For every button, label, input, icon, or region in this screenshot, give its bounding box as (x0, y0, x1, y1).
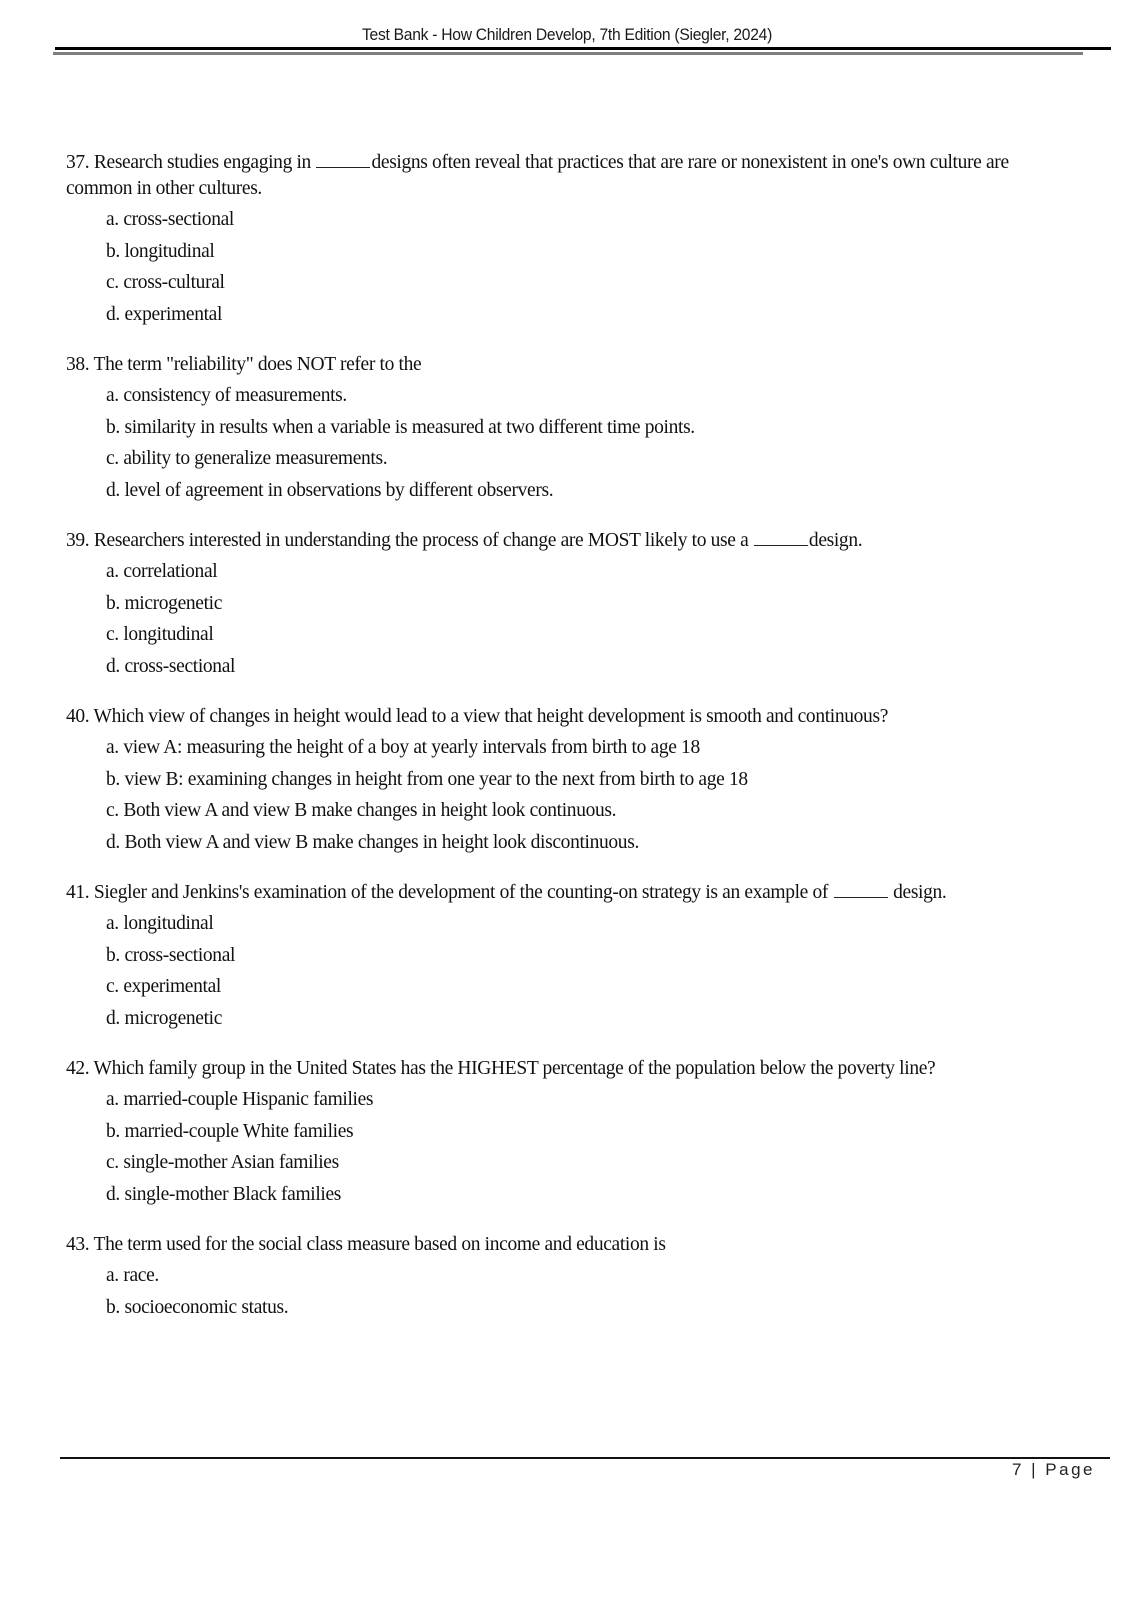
stem-text: design. (888, 882, 947, 903)
question-number: 42. (66, 1058, 90, 1079)
option-d: d. microgenetic (106, 1007, 223, 1029)
stem-text: Research studies engaging in (93, 152, 316, 173)
answer-options (66, 380, 1076, 506)
option-c: c. cross-cultural (106, 272, 225, 293)
fill-in-blank (754, 529, 808, 546)
option-b: b. microgenetic (106, 592, 223, 614)
stem-text: Siegler and Jenkins's examination of the development of the counting-on strategy is an example of (93, 882, 833, 903)
option-c: c. Both view A and view B make changes in height look continuous. (106, 800, 617, 821)
question-37 (66, 150, 1076, 330)
footer-rule (60, 1457, 1110, 1459)
option-a: a. cross-sectional (106, 209, 234, 230)
question-39 (66, 528, 1076, 682)
option-c: c. longitudinal (106, 624, 214, 645)
page-number: 7 | Page (1011, 1460, 1095, 1479)
answer-options (66, 204, 1076, 330)
page-header-title: Test Bank - How Children Develop, 7th Edition (Siegler, 2024) (361, 25, 773, 44)
fill-in-blank (834, 881, 888, 898)
answer-options (66, 556, 1076, 682)
option-a: a. longitudinal (106, 913, 214, 934)
option-d: d. experimental (106, 303, 223, 325)
option-b: b. similarity in results when a variable is measured at two different time points. (106, 416, 695, 438)
option-a: a. consistency of measurements. (106, 385, 347, 406)
option-d: d. Both view A and view B make changes in height look discontinuous. (106, 831, 639, 853)
question-stem (66, 1232, 1076, 1258)
stem-text: Which view of changes in height would lead to a view that height development is smooth and continuous? (93, 706, 889, 727)
stem-text: designs often reveal that practices that are rare or nonexistent in one's own culture are common in other cultures. (66, 152, 1009, 199)
option-d: d. single-mother Black families (106, 1183, 342, 1205)
option-a: a. view A: measuring the height of a boy at yearly intervals from birth to age 18 (106, 737, 700, 758)
option-c: c. ability to generalize measurements. (106, 448, 388, 469)
question-43 (66, 1232, 1076, 1323)
header-rule-shadow (53, 52, 1083, 55)
question-40 (66, 704, 1076, 858)
question-42 (66, 1056, 1076, 1210)
question-number: 40. (66, 706, 90, 727)
option-b: b. view B: examining changes in height from one year to the next from birth to age 18 (106, 768, 748, 790)
question-stem (66, 528, 1076, 554)
stem-text: Researchers interested in understanding the process of change are MOST likely to use a (93, 530, 753, 551)
question-list (66, 150, 1076, 1345)
option-c: c. single-mother Asian families (106, 1152, 339, 1173)
option-b: b. socioeconomic status. (106, 1296, 289, 1318)
fill-in-blank (316, 151, 370, 168)
option-a: a. race. (106, 1265, 159, 1286)
question-number: 37. (66, 152, 90, 173)
option-b: b. longitudinal (106, 240, 215, 262)
option-a: a. married-couple Hispanic families (106, 1089, 374, 1110)
question-number: 43. (66, 1234, 90, 1255)
answer-options (66, 1260, 1076, 1323)
question-number: 38. (66, 354, 90, 375)
question-number: 41. (66, 882, 90, 903)
option-b: b. married-couple White families (106, 1120, 354, 1142)
answer-options (66, 908, 1076, 1034)
answer-options (66, 732, 1076, 858)
option-c: c. experimental (106, 976, 221, 997)
question-stem (66, 150, 1076, 202)
stem-text: The term used for the social class measure based on income and education is (93, 1234, 666, 1255)
stem-text: Which family group in the United States has the HIGHEST percentage of the population below the poverty line? (93, 1058, 936, 1079)
option-a: a. correlational (106, 561, 218, 582)
question-stem (66, 1056, 1076, 1082)
answer-options (66, 1084, 1076, 1210)
stem-text: design. (808, 530, 863, 551)
question-number: 39. (66, 530, 90, 551)
question-stem (66, 880, 1076, 906)
header-rule (55, 47, 1111, 50)
question-38 (66, 352, 1076, 506)
option-b: b. cross-sectional (106, 944, 236, 966)
question-stem (66, 352, 1076, 378)
stem-text: The term "reliability" does NOT refer to the (93, 354, 422, 375)
question-41 (66, 880, 1076, 1034)
option-d: d. level of agreement in observations by different observers. (106, 479, 554, 501)
question-stem (66, 704, 1076, 730)
option-d: d. cross-sectional (106, 655, 236, 677)
